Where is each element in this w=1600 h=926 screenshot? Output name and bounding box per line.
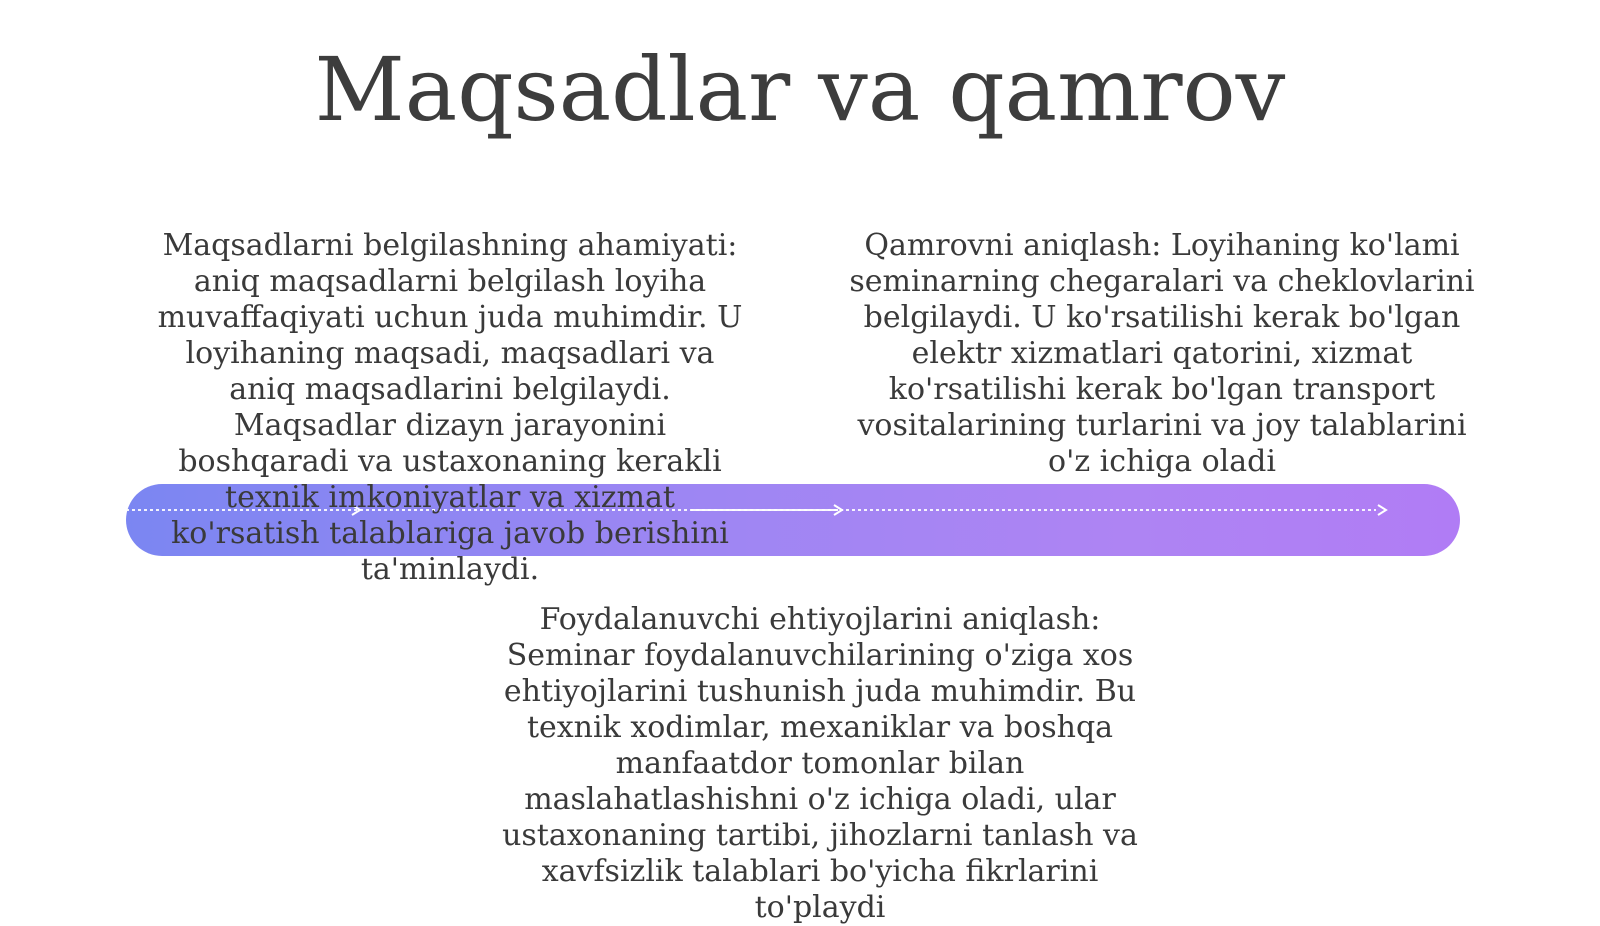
arrow-head-3 [1378,505,1386,515]
scope-text: Qamrovni aniqlash: Loyihaning ko'lami seminarning chegaralari va cheklovlarini belgilaydi. U ko'rsatilishi kerak bo'lgan elektr xizmatlari qatorini, xizmat ko'rsatilishi kerak bo'lgan transport vositalarining turlarini va joy talablarini o'z ichiga oladi [849,228,1475,479]
objectives-text: Maqsadlarni belgilashning ahamiyati: aniq maqsadlarni belgilash loyiha muvaffaqiyati uchun juda muhimdir. U loyihaning maqsadi, maqsadlari va aniq maqsadlarini belgilaydi. Maqsadlar dizayn jarayonini boshqaradi va ustaxonaning kerakli texnik imkoniyatlar va xizmat ko'rsatish talablariga javob berishini ta'minlaydi. [157,228,743,587]
user-needs-text: Foydalanuvchi ehtiyojlarini aniqlash: Seminar foydalanuvchilarining o'ziga xos ehtiyojlarini tushunish juda muhimdir. Bu texnik xodimlar, mexaniklar va boshqa manfaatdor tomonlar bilan maslahatlashishni o'z ichiga oladi, ular ustaxonaning tartibi, jihozlarni tanlash va xavfsizlik talablari bo'yicha fikrlarini to'playdi [502,602,1138,925]
slide-title: Maqsadlar va qamrov [314,38,1286,141]
